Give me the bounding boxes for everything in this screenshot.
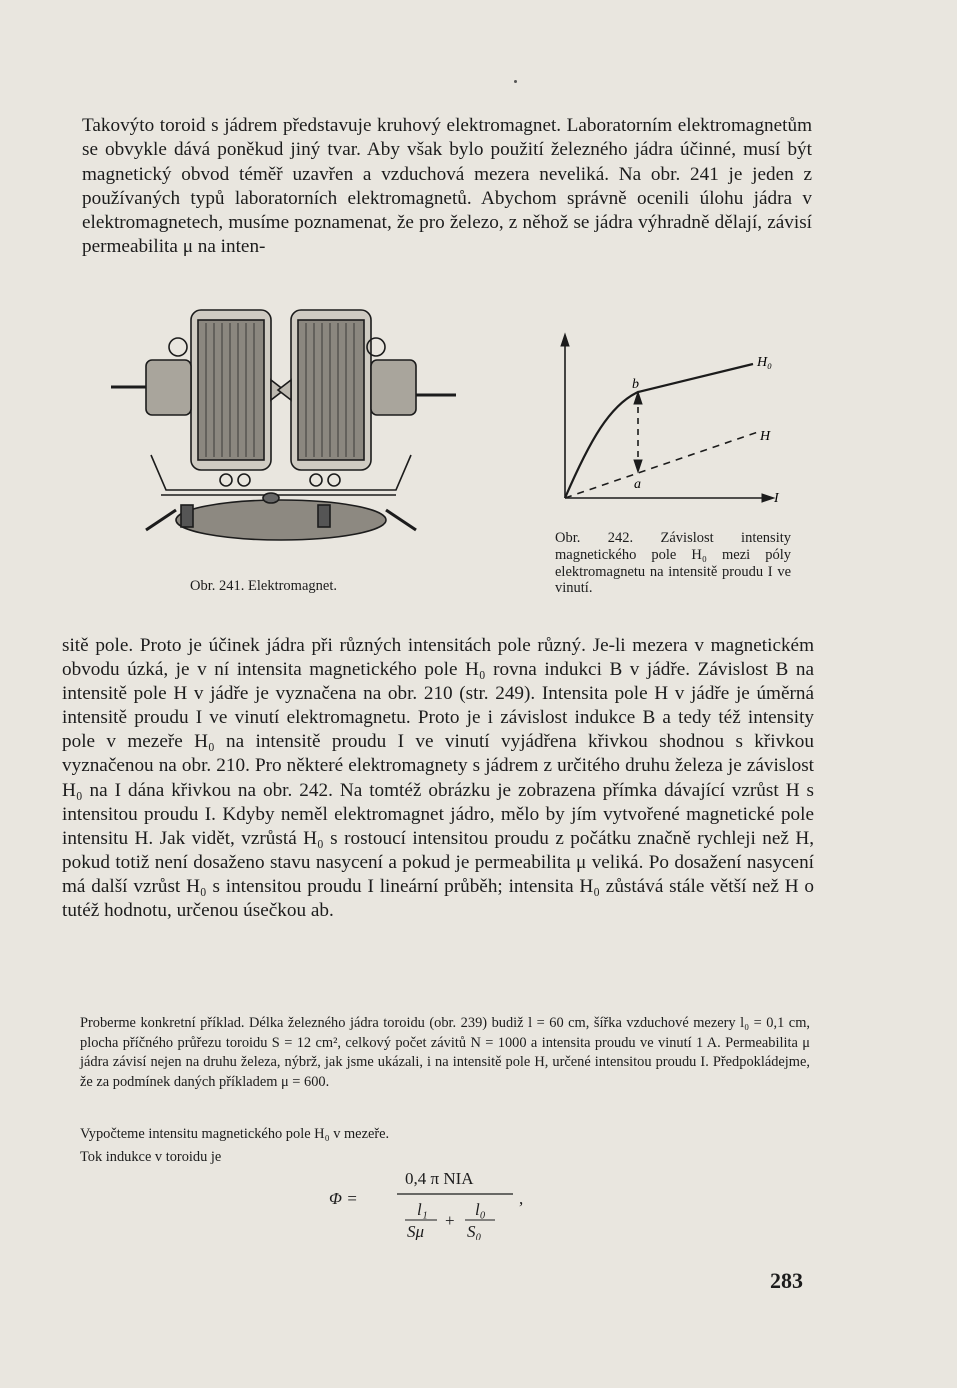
graph-label-h0: H₀ <box>757 355 772 370</box>
graph-h0-vs-current <box>550 330 790 515</box>
electromagnet-illustration <box>106 295 466 565</box>
formula-lhs: Φ = <box>329 1189 358 1208</box>
page-number: 283 <box>770 1268 803 1293</box>
calculation-line: Vypočteme intensitu magnetického pole H₀ v mezeře. <box>80 1126 390 1142</box>
formula-term1-num: l₁ <box>417 1200 428 1219</box>
paragraph-main-text: sitě pole. Proto je účinek jádra při různých intensitách pole různý. Je-li mezera v magnetickém obvodu úzká, je v ní intensita magnetického pole H₀ rovna indukci B v jádře. Závislost B na intensitě pole H v jádře je vyznačena na obr. 210 (str. 249). Intensita pole H v jádře je úměrná intensitě proudu I ve vinutí elektromagnetu. Proto je i závislost indukce B a tedy též intensity pole v mezeře H₀ na intensitě proudu I ve vinutí vyjádřena křivkou shodnou s křivkou vyznačenou na obr. 210. Pro některé elektromagnety s jádrem z určitého druhu železa je závislost H₀ na I dána křivkou na obr. 242. Na tomtéž obrázku je zobrazena přímka dávající vzrůst H s intensitou proudu I. Kdyby neměl elektromagnet jádro, mělo by jím vytvořené magnetické pole intensitu H. Jak vidět, vzrůstá H₀ s rostoucí intensitou proudu z počátku značně rychleji než H, pokud totiž není dosaženo stavu nasycení a pokud je permeabilita μ veliká. Po dosažení nasycení má další vzrůst H₀ s intensitou proudu I lineární průběh; intensita H₀ zůstává stále větší než H o tutéž hodnotu, určenou úsečkou ab. <box>62 635 814 922</box>
formula-plus: + <box>445 1211 455 1230</box>
formula-term2-num: l₀ <box>475 1200 486 1219</box>
figure-242-caption: Obr. 242. Závislost intensity magnetického pole H₀ mezi póly elektromagnetu na intensitě proudu I ve vinutí. <box>555 530 791 597</box>
flux-formula <box>325 1160 555 1240</box>
example-paragraph: Proberme konkretní příklad. Délka železného jádra toroidu (obr. 239) budiž l = 60 cm, šířka vzduchové mezery l₀ = 0,1 cm, plocha příčného průřezu toroidu S = 12 cm², celkový počet závitů N = 1000 a intensita proudu ve vinutí 1 A. Permeabilita μ jádra závisí nejen na druhu železa, nýbrž, jak jsme ukázali, i na intensitě pole H, určené intensitou proudu I. Předpokládejme, že za podmínek daných příkladem μ = 600. <box>80 1015 810 1090</box>
formula-term2-den: S₀ <box>467 1222 482 1240</box>
graph-label-i: I <box>774 491 779 506</box>
figure-241-caption: Obr. 241. Elektromagnet. <box>190 578 337 594</box>
paragraph-intro <box>82 114 812 260</box>
paragraph-intro-text: Takovýto toroid s jádrem představuje kruhový elektromagnet. Laboratorním elektromagnetům se obvykle dává poněkud jiný tvar. Aby však bylo použití železného jádra účinné, musí být magnetický obvod téměř uzavřen a vzduchová mezera neveliká. Na obr. 241 je jeden z používaných typů laboratorních elektromagnetů. Abychom správně ocenili úlohu jádra v elektromagnetech, musíme poznamenat, že pro železo, z něhož se jádra výhradně dělají, závisí permeabilita μ na inten- <box>82 115 812 258</box>
paragraph-main <box>62 634 814 923</box>
formula-numerator: 0,4 π NIA <box>405 1169 474 1188</box>
ink-speck <box>514 80 517 83</box>
graph-label-b: b <box>632 377 639 392</box>
flux-line: Tok indukce v toroidu je <box>80 1149 222 1165</box>
graph-label-h: H <box>760 429 771 444</box>
graph-label-a: a <box>634 477 641 492</box>
formula-term1-den: Sμ <box>407 1222 425 1240</box>
formula-comma: , <box>519 1189 524 1208</box>
